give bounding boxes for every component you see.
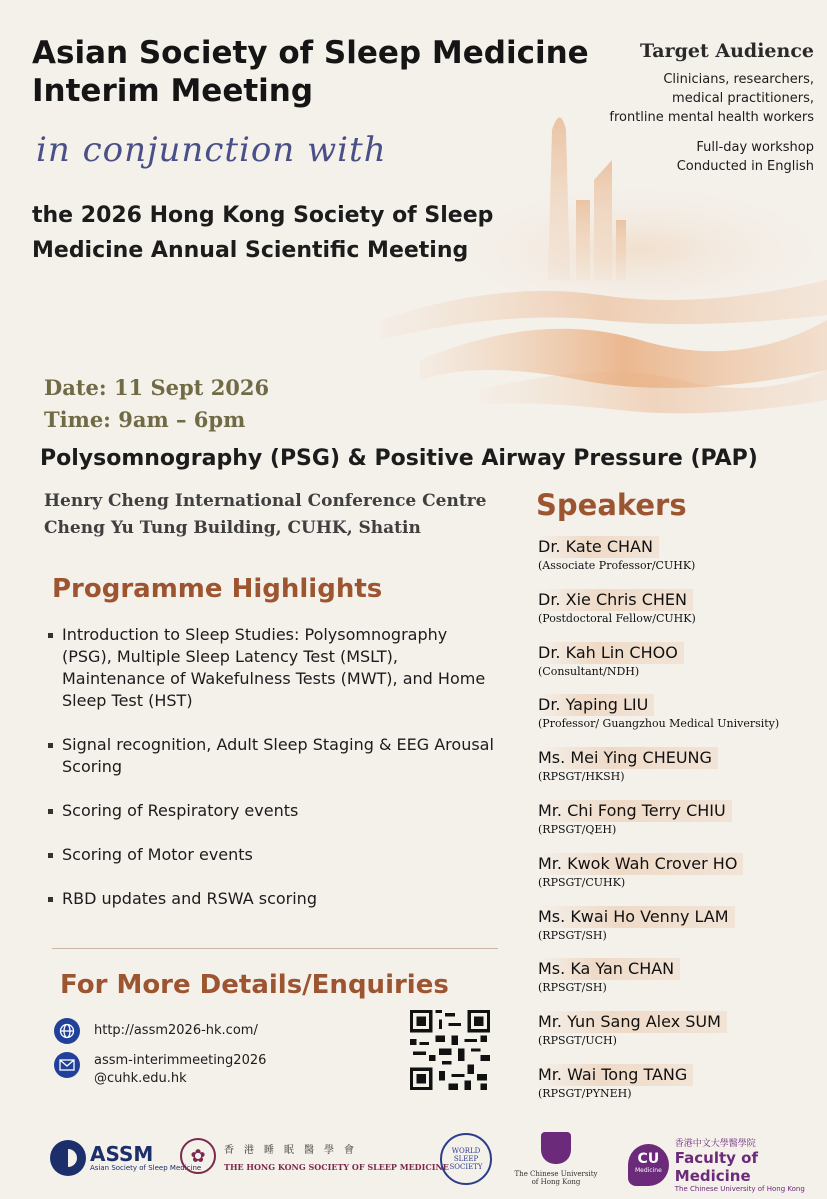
wss-logo-text: WORLD SLEEP SOCIETY	[449, 1147, 483, 1171]
list-item: Scoring of Respiratory events	[48, 800, 498, 822]
hksm-english-name: THE HONG KONG SOCIETY OF SLEEP MEDICINE	[224, 1161, 449, 1172]
venue	[44, 488, 514, 542]
list-item: Signal recognition, Adult Sleep Staging & EEG Arousal Scoring	[48, 734, 498, 778]
venue-line-2: Cheng Yu Tung Building, CUHK, Shatin	[44, 518, 421, 538]
med-badge-subtext: Medicine	[634, 1166, 662, 1174]
email-link[interactable]	[94, 1052, 266, 1088]
target-audience-list	[560, 70, 814, 127]
event-date: Date: 11 Sept 2026	[44, 375, 270, 400]
med-badge-text: CU	[637, 1150, 660, 1167]
title-line-2: Interim Meeting	[32, 73, 314, 109]
target-audience-heading: Target Audience	[639, 40, 814, 62]
speaker-name: Ms. Ka Yan CHAN	[538, 958, 680, 980]
workshop-format	[560, 138, 814, 176]
website-row[interactable]	[54, 1018, 258, 1044]
faculty-chinese-name: 香港中文大學醫學院	[674, 1139, 756, 1149]
speaker-name: Ms. Mei Ying CHEUNG	[538, 747, 718, 769]
faculty-of-medicine-logo	[628, 1136, 827, 1193]
speaker-name: Mr. Wai Tong TANG	[538, 1064, 693, 1086]
workshop-topic: Polysomnography (PSG) & Positive Airway Pressure (PAP)	[40, 446, 758, 471]
conjunction-text: in conjunction with	[36, 130, 387, 170]
speaker-role: (RPSGT/UCH)	[538, 1034, 617, 1048]
cuhk-logo-text: The Chinese University of Hong Kong	[514, 1170, 598, 1186]
divider	[52, 948, 498, 949]
assm-emblem-icon	[50, 1140, 86, 1176]
hksm-logo	[180, 1138, 449, 1174]
flower-icon: ✿	[180, 1138, 216, 1174]
speaker-name: Dr. Xie Chris CHEN	[538, 589, 693, 611]
speaker-name: Mr. Yun Sang Alex SUM	[538, 1011, 727, 1033]
date-time-block	[44, 372, 269, 436]
format-line: Conducted in English	[676, 159, 814, 174]
faculty-english-name: Faculty of Medicine	[674, 1149, 758, 1185]
assm-logo-text: ASSM	[90, 1142, 154, 1166]
speaker-role: (RPSGT/HKSH)	[538, 770, 625, 784]
email-row[interactable]	[54, 1052, 266, 1088]
speaker-role: (RPSGT/QEH)	[538, 822, 617, 836]
speaker-role: (RPSGT/SH)	[538, 981, 607, 995]
globe-icon	[54, 1018, 80, 1044]
cu-medicine-badge-icon	[628, 1144, 669, 1186]
speaker-role: (RPSGT/SH)	[538, 928, 607, 942]
details-heading: For More Details/Enquiries	[60, 970, 449, 1000]
speaker-name: Ms. Kwai Ho Venny LAM	[538, 906, 735, 928]
title-line-1: Asian Society of Sleep Medicine	[32, 35, 589, 71]
speaker-role: (Postdoctoral Fellow/CUHK)	[538, 611, 696, 625]
programme-highlights-heading: Programme Highlights	[52, 574, 383, 604]
website-link[interactable]: http://assm2026-hk.com/	[94, 1023, 258, 1038]
subtitle	[32, 198, 512, 268]
hksm-chinese-name: 香港睡眠醫學會	[224, 1144, 364, 1156]
speaker-name: Mr. Chi Fong Terry CHIU	[538, 800, 732, 822]
speaker-item	[538, 1064, 818, 1117]
list-item: Scoring of Motor events	[48, 844, 498, 866]
speaker-name: Dr. Kate CHAN	[538, 536, 659, 558]
qr-code[interactable]	[410, 1010, 490, 1090]
subtitle-line-1: the 2026 Hong Kong Society of Sleep	[32, 203, 494, 228]
speaker-role: (Professor/ Guangzhou Medical University)	[538, 717, 780, 731]
list-item: RBD updates and RSWA scoring	[48, 888, 498, 910]
speaker-name: Dr. Yaping LIU	[538, 694, 654, 716]
assm-logo	[50, 1140, 201, 1176]
speaker-name: Dr. Kah Lin CHOO	[538, 642, 684, 664]
speakers-heading: Speakers	[536, 488, 687, 522]
faculty-subtext: The Chinese University of Hong Kong	[674, 1185, 805, 1193]
speaker-role: (RPSGT/PYNEH)	[538, 1086, 632, 1100]
mail-icon	[54, 1052, 80, 1078]
speaker-item	[538, 747, 818, 800]
speaker-item	[538, 642, 818, 695]
main-title	[32, 34, 632, 110]
email-line-2: @cuhk.edu.hk	[94, 1071, 187, 1086]
world-sleep-society-logo	[440, 1133, 492, 1185]
cuhk-shield-icon	[541, 1132, 571, 1164]
speakers-list	[538, 536, 818, 1117]
list-item: Introduction to Sleep Studies: Polysomnography (PSG), Multiple Sleep Latency Test (MSLT), Maintenance of Wakefulness Tests (MWT), and Home Sleep Test (HST)	[48, 624, 498, 712]
highlights-list	[48, 624, 498, 910]
email-line-1: assm-interimmeeting2026	[94, 1053, 267, 1068]
speaker-role: (Consultant/NDH)	[538, 664, 640, 678]
speaker-item	[538, 800, 818, 853]
speaker-name: Mr. Kwok Wah Crover HO	[538, 853, 743, 875]
venue-line-1: Henry Cheng International Conference Centre	[44, 491, 487, 511]
speaker-item	[538, 1011, 818, 1064]
speaker-item	[538, 536, 818, 589]
cuhk-logo	[512, 1132, 600, 1186]
subtitle-line-2: Medicine Annual Scientific Meeting	[32, 238, 469, 263]
speaker-item	[538, 853, 818, 906]
audience-line: frontline mental health workers	[609, 110, 814, 125]
speaker-item	[538, 906, 818, 959]
speaker-item	[538, 958, 818, 1011]
format-line: Full-day workshop	[696, 140, 814, 155]
speaker-item	[538, 694, 818, 747]
assm-logo-subtext: Asian Society of Sleep Medicine	[90, 1164, 202, 1172]
audience-line: medical practitioners,	[672, 91, 814, 106]
event-time: Time: 9am – 6pm	[44, 407, 246, 432]
speaker-item	[538, 589, 818, 642]
speaker-role: (Associate Professor/CUHK)	[538, 559, 696, 572]
audience-line: Clinicians, researchers,	[663, 72, 814, 87]
speaker-role: (RPSGT/CUHK)	[538, 875, 626, 889]
